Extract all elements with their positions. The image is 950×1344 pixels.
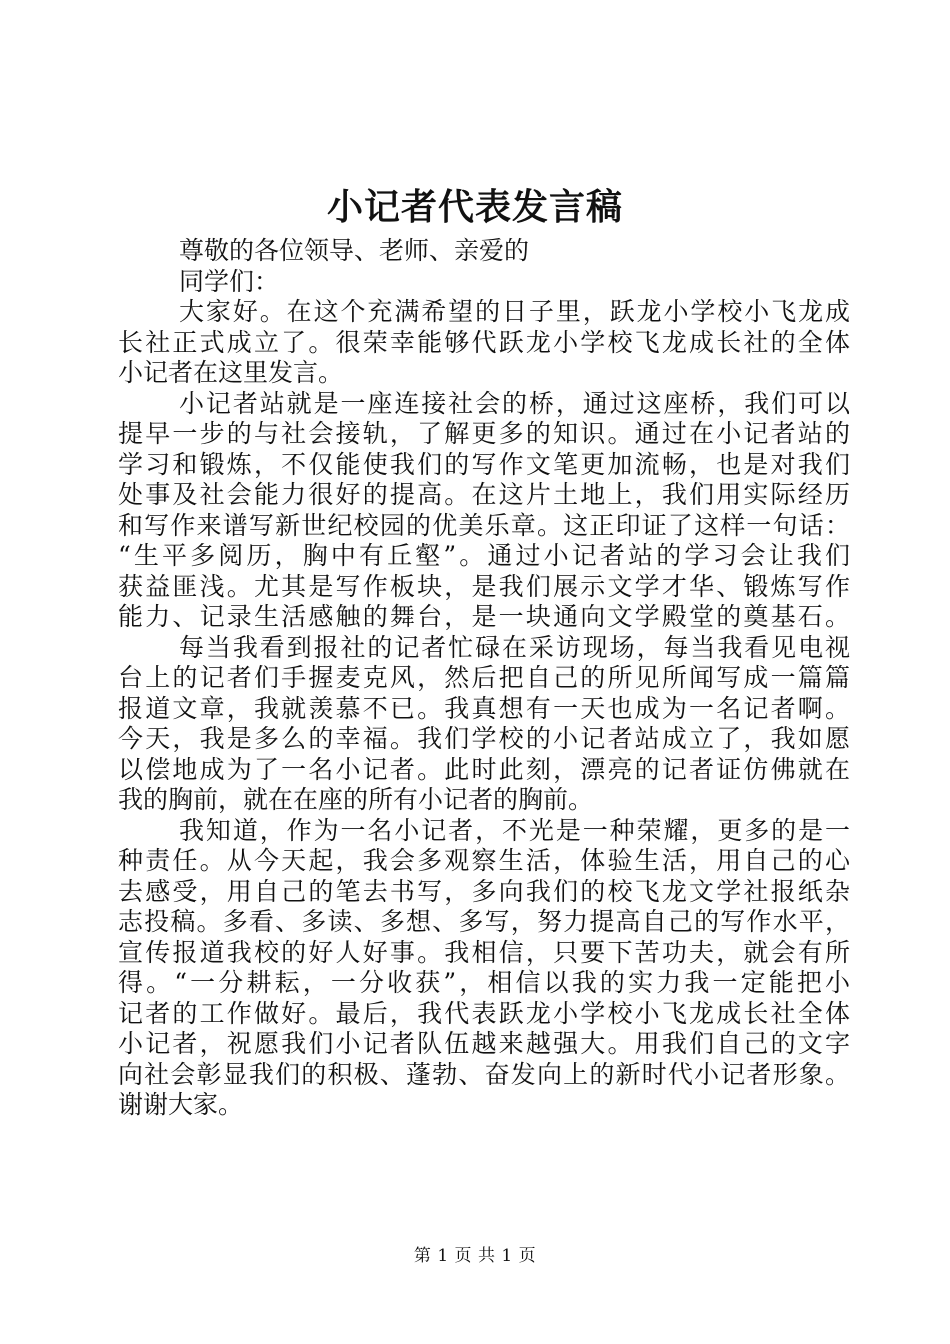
text-line: 每当我看到报社的记者忙碌在采访现场，每当我看见电视 <box>179 632 850 662</box>
text-line: 获益匪浅。尤其是写作板块，是我们展示文学才华、锻炼写作 <box>118 571 850 601</box>
text-line: 和写作来谱写新世纪校园的优美乐章。这正印证了这样一句话： <box>118 510 850 540</box>
text-line: 台上的记者们手握麦克风，然后把自己的所见所闻写成一篇篇 <box>118 663 850 692</box>
text-line: 今天，我是多么的幸福。我们学校的小记者站成立了，我如愿 <box>118 724 850 753</box>
page-footer: 第 1 页 共 1 页 <box>413 1246 537 1266</box>
text-line: “生平多阅历，胸中有丘壑”。通过小记者站的学习会让我们 <box>118 541 850 570</box>
text-line: 我的胸前，就在在座的所有小记者的胸前。 <box>118 785 594 814</box>
speech-body <box>118 236 850 1121</box>
text-line: 种责任。从今天起，我会多观察生活，体验生活，用自己的心 <box>118 846 850 875</box>
text-line: 小记者站就是一座连接社会的桥，通过这座桥，我们可以 <box>179 388 850 418</box>
text-line: 谢谢大家。 <box>118 1090 244 1119</box>
text-line: 报道文章，我就羡慕不已。我真想有一天也成为一名记者啊。 <box>118 693 850 723</box>
text-line: 大家好。在这个充满希望的日子里，跃龙小学校小飞龙成 <box>179 297 850 326</box>
text-line: 向社会彰显我们的积极、蓬勃、奋发向上的新时代小记者形象。 <box>118 1059 850 1089</box>
page-title: 小记者代表发言稿 <box>326 186 623 228</box>
text-line: 能力、记录生活感触的舞台，是一块通向文学殿堂的奠基石。 <box>118 602 850 631</box>
text-line: 学习和锻炼，不仅能使我们的写作文笔更加流畅，也是对我们 <box>118 449 850 479</box>
text-line: 我知道，作为一名小记者，不光是一种荣耀，更多的是一 <box>179 815 850 845</box>
text-line: 处事及社会能力很好的提高。在这片土地上，我们用实际经历 <box>118 480 850 509</box>
text-line: 提早一步的与社会接轨，了解更多的知识。通过在小记者站的 <box>118 419 850 448</box>
text-line: 记者的工作做好。最后，我代表跃龙小学校小飞龙成长社全体 <box>118 998 850 1028</box>
text-line: 长社正式成立了。很荣幸能够代跃龙小学校飞龙成长社的全体 <box>118 327 850 357</box>
text-line: 志投稿。多看、多读、多想、多写，努力提高自己的写作水平， <box>118 907 850 936</box>
text-line: 小记者在这里发言。 <box>118 358 344 387</box>
text-line: 宣传报道我校的好人好事。我相信，只要下苦功夫，就会有所 <box>118 937 850 967</box>
text-line: 同学们： <box>179 266 280 296</box>
text-line: 小记者，祝愿我们小记者队伍越来越强大。用我们自己的文字 <box>118 1029 850 1058</box>
text-line: 以偿地成为了一名小记者。此时此刻，漂亮的记者证仿佛就在 <box>118 754 850 784</box>
text-line: 尊敬的各位领导、老师、亲爱的 <box>179 236 530 265</box>
text-line: 去感受，用自己的笔去书写，多向我们的校飞龙文学社报纸杂 <box>118 876 850 906</box>
text-line: 得。“一分耕耘，一分收获”，相信以我的实力我一定能把小 <box>118 968 850 997</box>
